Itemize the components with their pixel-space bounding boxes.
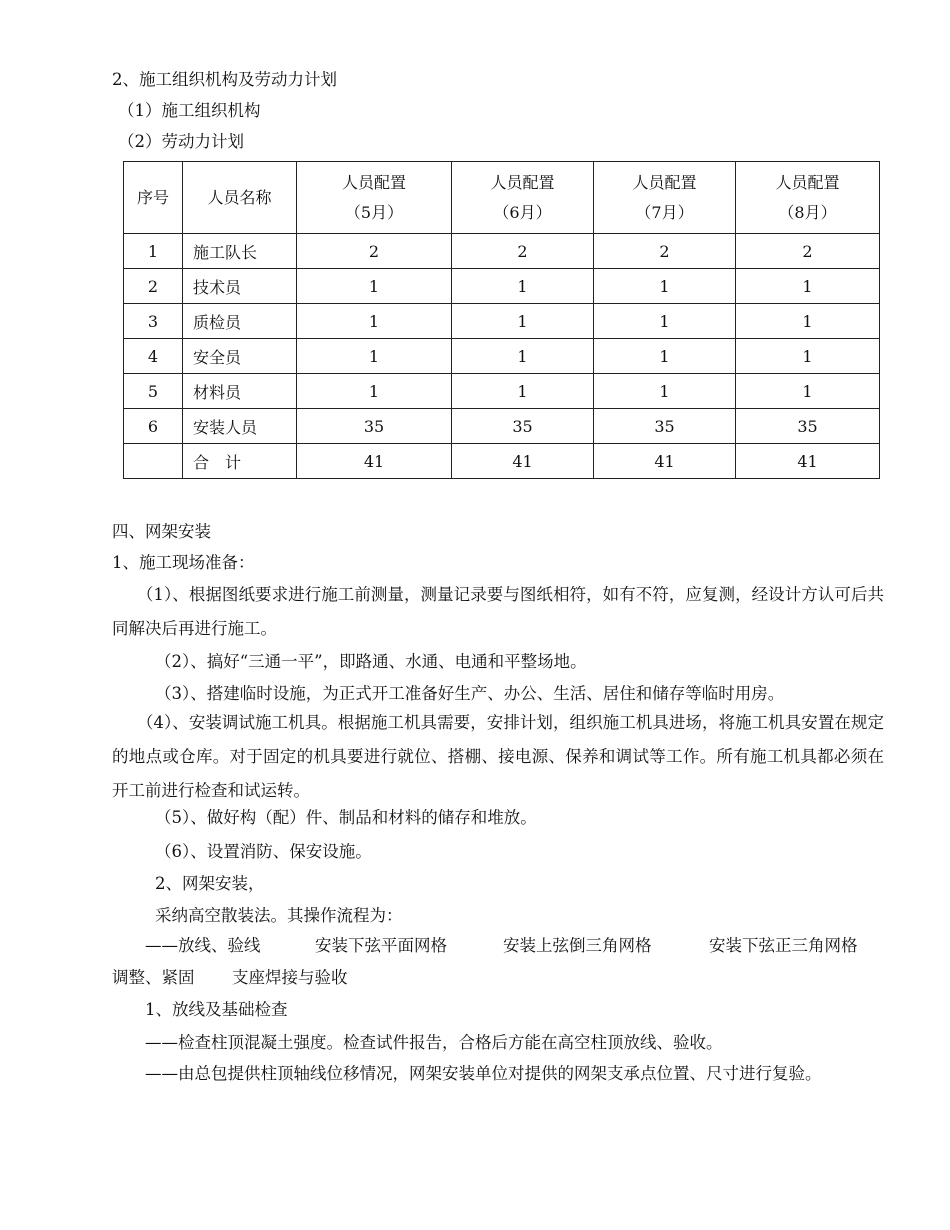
workflow-line-1	[145, 935, 858, 957]
cell-value: 1	[452, 374, 594, 409]
section-heading: 2、施工组织机构及劳动力计划	[112, 70, 337, 89]
header-month-6: 人员配置 （6月）	[452, 162, 594, 234]
cell-value: 1	[736, 304, 880, 339]
cell-seq: 1	[124, 234, 183, 269]
total-value: 41	[736, 444, 880, 479]
labor-plan-table	[123, 161, 880, 479]
cell-seq: 5	[124, 374, 183, 409]
section4-title: 四、网架安装	[112, 522, 211, 541]
cell-value: 1	[594, 339, 736, 374]
cell-value: 1	[297, 339, 452, 374]
table-row	[124, 339, 880, 374]
paragraph-4: （4）、安装调试施工机具。根据施工机具需要，安排计划，组织施工机具进场，将施工机具安置在规定的地点或仓库。对于固定的机具要进行就位、搭棚、接电源、保养和调试等工作。所有施工机具都必须在开工前进行检查和试运转。	[112, 713, 884, 800]
workflow-line-2	[112, 967, 348, 989]
cell-name: 技术员	[183, 269, 297, 304]
cell-name: 施工队长	[183, 234, 297, 269]
total-value: 41	[452, 444, 594, 479]
cell-value: 1	[594, 304, 736, 339]
table-row	[124, 234, 880, 269]
flow-step: 支座焊接与验收	[232, 968, 348, 987]
site-prep-heading: 1、施工现场准备：	[112, 553, 255, 572]
paragraph-6: （6）、设置消防、保安设施。	[155, 842, 372, 861]
cell-seq: 4	[124, 339, 183, 374]
cell-value: 1	[594, 374, 736, 409]
truss-install-heading: 2、网架安装，	[155, 874, 265, 893]
table-row	[124, 304, 880, 339]
cell-value: 1	[452, 304, 594, 339]
cell-seq: 6	[124, 409, 183, 444]
cell-value: 35	[594, 409, 736, 444]
subheading-labor: （2）劳动力计划	[118, 132, 244, 151]
total-label: 合 计	[183, 444, 297, 479]
total-value: 41	[594, 444, 736, 479]
cell-value: 2	[297, 234, 452, 269]
check-item-1: ——检查柱顶混凝土强度。检查试件报告，合格后方能在高空柱顶放线、验收。	[145, 1033, 723, 1052]
paragraph-5: （5）、做好构（配）件、制品和材料的储存和堆放。	[155, 808, 537, 827]
cell-value: 1	[452, 339, 594, 374]
table-header-row	[124, 162, 880, 234]
cell-value: 2	[736, 234, 880, 269]
cell-value: 1	[452, 269, 594, 304]
cell-name: 安装人员	[183, 409, 297, 444]
cell-value: 1	[297, 374, 452, 409]
cell-value: 1	[736, 339, 880, 374]
cell-value: 2	[594, 234, 736, 269]
flow-step: 安装下弦正三角网格	[709, 936, 858, 955]
cell-name: 材料员	[183, 374, 297, 409]
total-value: 41	[297, 444, 452, 479]
cell-value: 1	[297, 304, 452, 339]
cell-value: 35	[452, 409, 594, 444]
cell-value: 1	[736, 374, 880, 409]
paragraph-1: （1）、根据图纸要求进行施工前测量，测量记录要与图纸相符，如有不符，应复测，经设计方认可后共同解决后再进行施工。	[112, 585, 884, 638]
paragraph-2: （2）、搞好“三通一平”，即路通、水通、电通和平整场地。	[155, 652, 587, 671]
flow-step: ——放线、验线	[145, 936, 261, 955]
paragraph-3: （3）、搭建临时设施，为正式开工准备好生产、办公、生活、居住和储存等临时用房。	[155, 684, 785, 703]
flow-step: 安装下弦平面网格	[315, 936, 447, 955]
cell-name: 安全员	[183, 339, 297, 374]
cell-value: 1	[736, 269, 880, 304]
table-total-row	[124, 444, 880, 479]
cell-seq: 2	[124, 269, 183, 304]
header-month-8: 人员配置 （8月）	[736, 162, 880, 234]
table-row	[124, 374, 880, 409]
cell-name: 质检员	[183, 304, 297, 339]
subheading-org: （1）施工组织机构	[118, 101, 261, 120]
header-name: 人员名称	[183, 162, 297, 234]
layout-check-heading: 1、放线及基础检查	[145, 1000, 288, 1019]
cell-value: 1	[594, 269, 736, 304]
header-month-5: 人员配置 （5月）	[297, 162, 452, 234]
cell-value: 35	[736, 409, 880, 444]
cell-seq: 3	[124, 304, 183, 339]
method-line: 采纳高空散装法。其操作流程为：	[155, 906, 403, 925]
cell-seq-empty	[124, 444, 183, 479]
table-row	[124, 409, 880, 444]
table-row	[124, 269, 880, 304]
cell-value: 2	[452, 234, 594, 269]
flow-step: 调整、紧固	[112, 968, 195, 987]
header-seq: 序号	[124, 162, 183, 234]
cell-value: 35	[297, 409, 452, 444]
cell-value: 1	[297, 269, 452, 304]
header-month-7: 人员配置 （7月）	[594, 162, 736, 234]
flow-step: 安装上弦倒三角网格	[503, 936, 652, 955]
check-item-2: ——由总包提供柱顶轴线位移情况，网架安装单位对提供的网架支承点位置、尺寸进行复验。	[112, 1064, 822, 1083]
